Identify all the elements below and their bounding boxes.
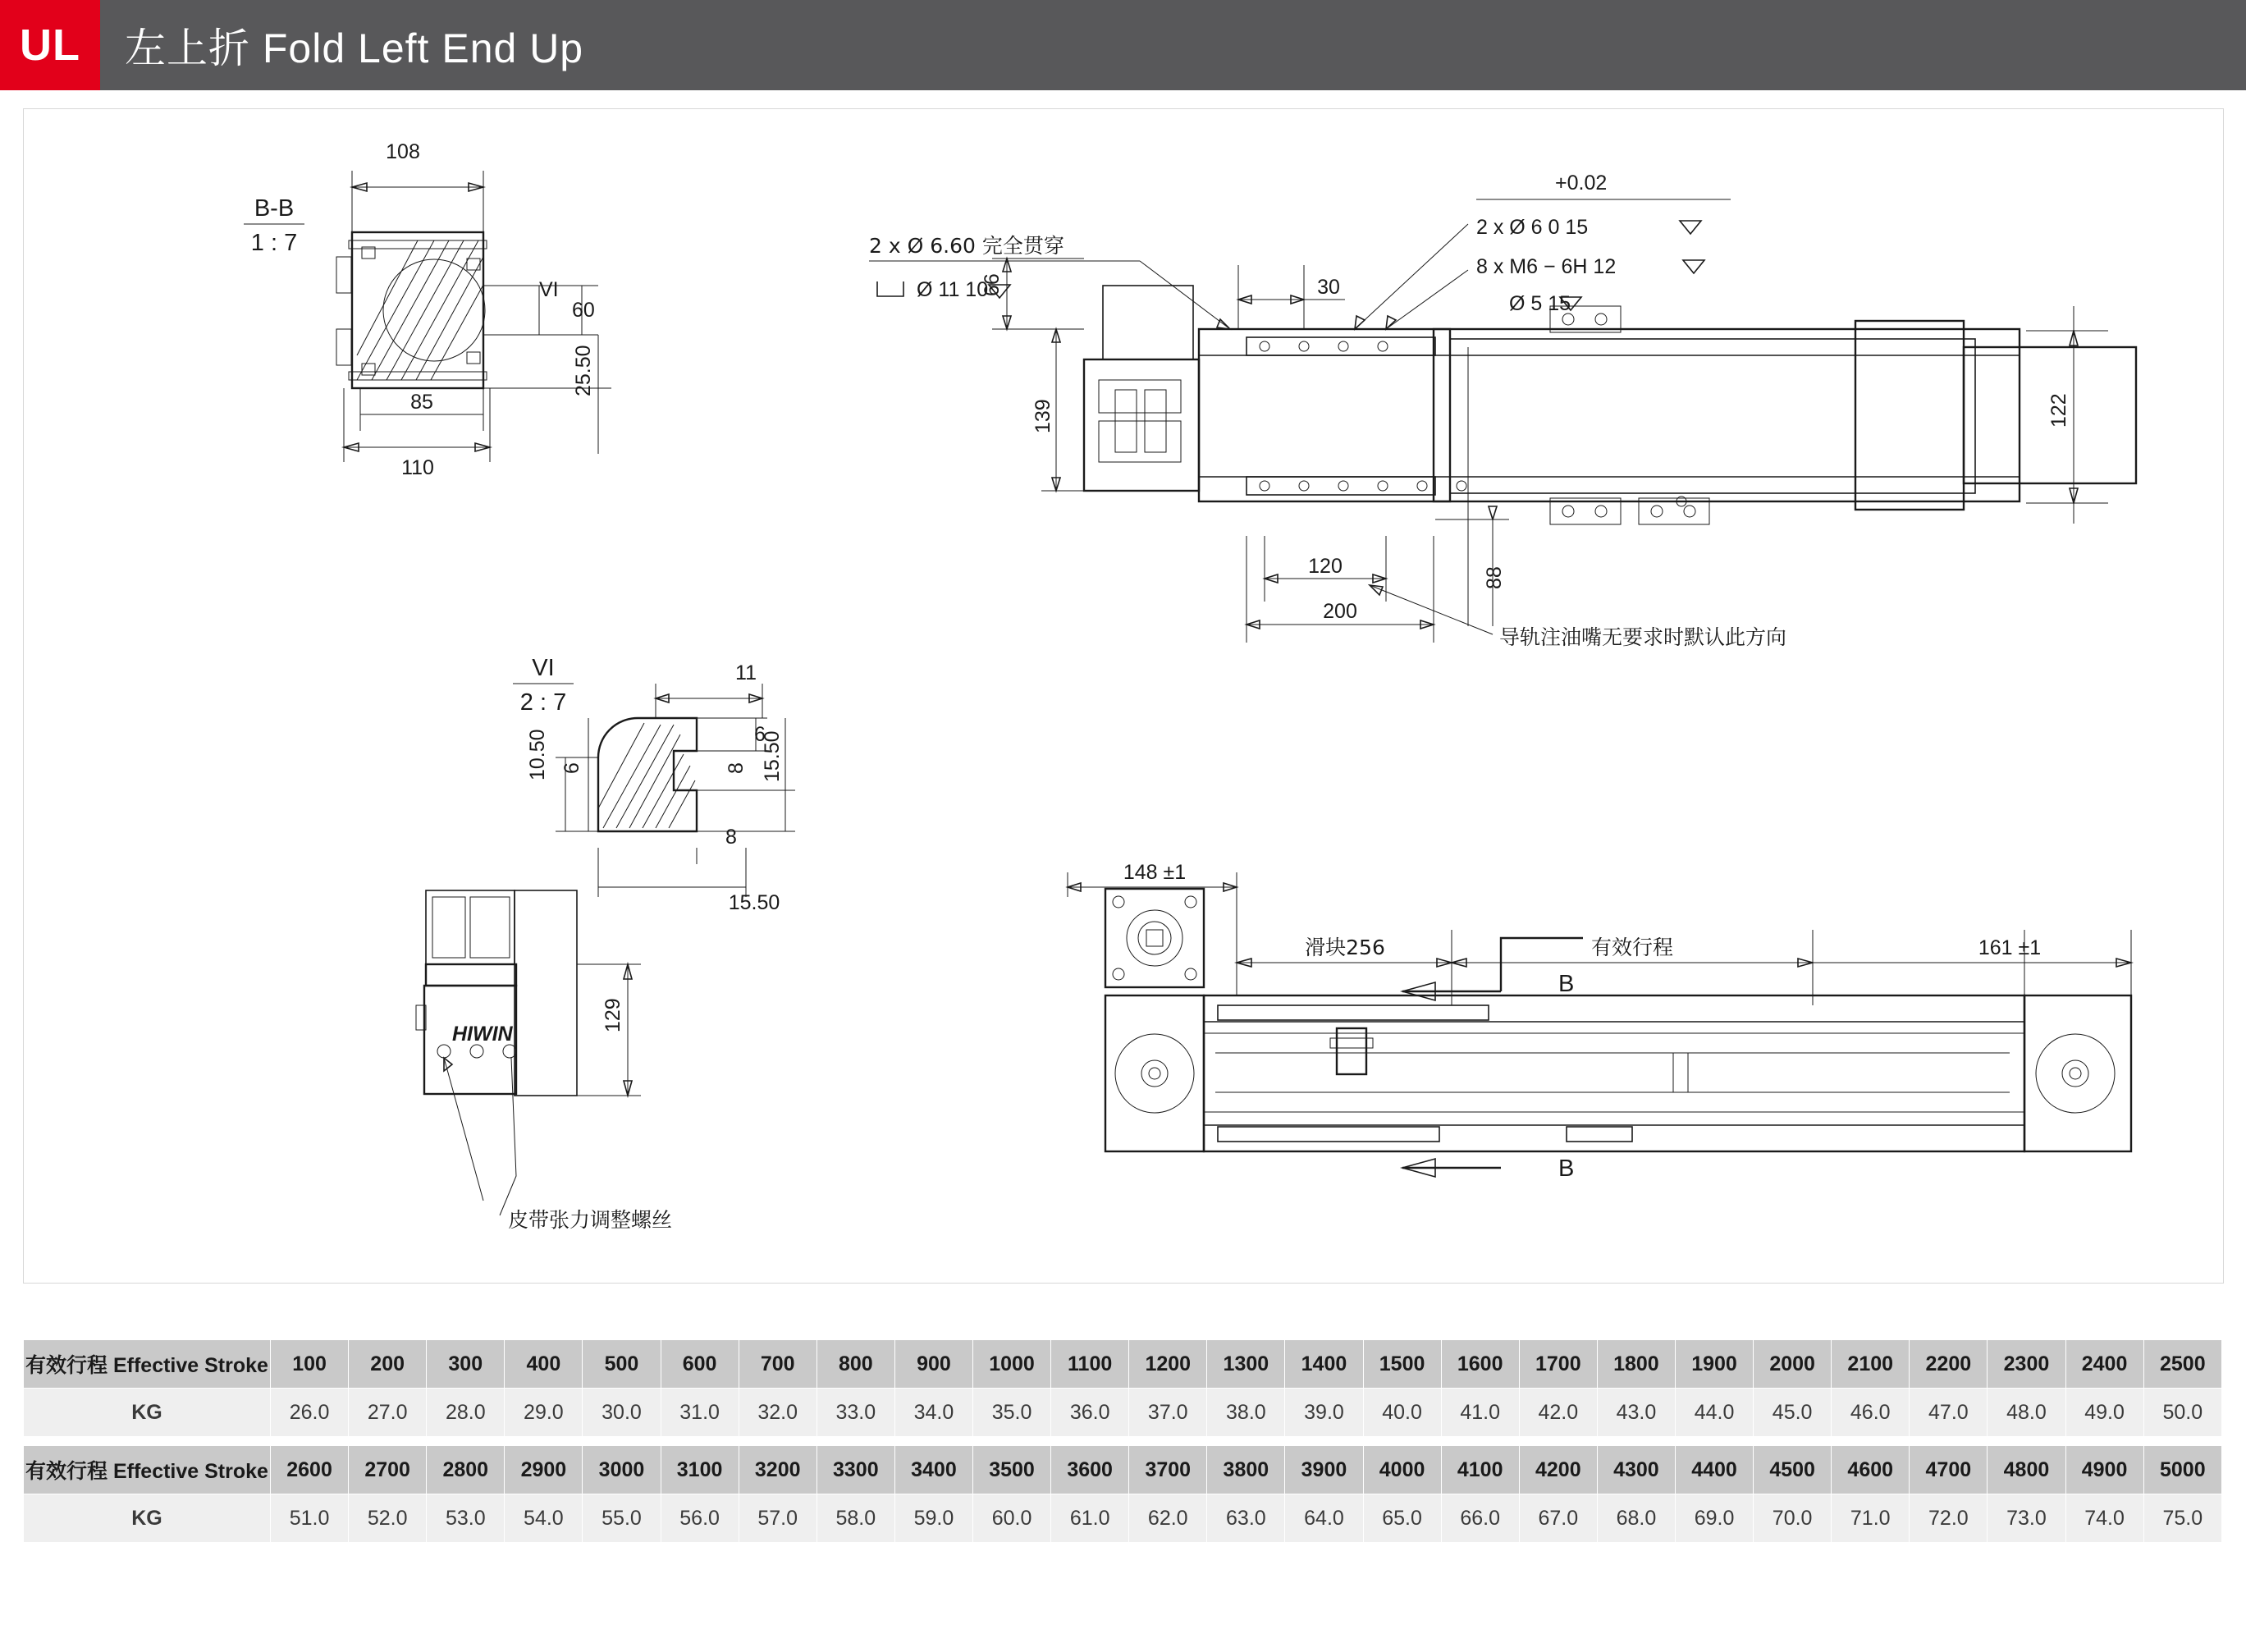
detail-vi-label: VI — [532, 655, 555, 681]
table-gap — [23, 1437, 2222, 1445]
section-mark-top: B — [1558, 971, 1575, 997]
hole-note-2: Ø 11 10 — [917, 278, 989, 301]
table2-stroke-17: 4300 — [1597, 1446, 1675, 1494]
table2-stroke-13: 3900 — [1285, 1446, 1363, 1494]
table1-stroke-7: 800 — [817, 1340, 894, 1389]
stroke-weight-tables — [23, 1339, 2222, 1543]
table2-stroke-15: 4100 — [1441, 1446, 1519, 1494]
table1-stroke-8: 900 — [894, 1340, 972, 1389]
table2-stroke-18: 4400 — [1675, 1446, 1753, 1494]
table2-weight-18: 69.0 — [1675, 1494, 1753, 1543]
table1-stroke-10: 1100 — [1051, 1340, 1129, 1389]
table-row — [24, 1389, 2222, 1437]
table1-weight-8: 34.0 — [894, 1389, 972, 1437]
dim-30: 30 — [1317, 276, 1340, 299]
table2-stroke-12: 3800 — [1207, 1446, 1285, 1494]
table2-stroke-2: 2800 — [427, 1446, 505, 1494]
table2-stroke-23: 4900 — [2065, 1446, 2143, 1494]
table2-stroke-10: 3600 — [1051, 1446, 1129, 1494]
table1-weight-19: 45.0 — [1754, 1389, 1832, 1437]
table2-weight-21: 72.0 — [1910, 1494, 1988, 1543]
table1-stroke-1: 200 — [349, 1340, 427, 1389]
front-view — [869, 172, 2136, 649]
table-row — [24, 1340, 2222, 1389]
table2-stroke-19: 4500 — [1754, 1446, 1832, 1494]
table1-stroke-5: 600 — [661, 1340, 739, 1389]
hole-note-5: Ø 5 15 — [1509, 292, 1571, 315]
hole-note-3: 2 x Ø 6 0 15 — [1476, 216, 1589, 239]
table1-stroke-17: 1800 — [1597, 1340, 1675, 1389]
dim-200: 200 — [1323, 600, 1357, 623]
page-title: 左上折 Fold Left End Up — [125, 25, 584, 71]
table1-stroke-4: 500 — [583, 1340, 661, 1389]
table1-weight-6: 32.0 — [739, 1389, 817, 1437]
table2-stroke-0: 2600 — [271, 1446, 349, 1494]
table2-weight-19: 70.0 — [1754, 1494, 1832, 1543]
table-row — [24, 1494, 2222, 1543]
table1-weight-13: 39.0 — [1285, 1389, 1363, 1437]
table2-unit-label: KG — [24, 1494, 271, 1543]
oil-nozzle-note: 导轨注油嘴无要求时默认此方向 — [1499, 625, 1787, 649]
dim-66: 66 — [981, 273, 1004, 296]
table-row — [24, 1446, 2222, 1494]
table2-weight-4: 55.0 — [583, 1494, 661, 1543]
dim-8b: 8 — [725, 826, 737, 849]
table1-weight-18: 44.0 — [1675, 1389, 1753, 1437]
dim-85: 85 — [410, 391, 433, 414]
table2-weight-6: 57.0 — [739, 1494, 817, 1543]
table1-weight-0: 26.0 — [271, 1389, 349, 1437]
table2-weight-22: 73.0 — [1988, 1494, 2065, 1543]
side-view-motor — [416, 890, 672, 1232]
tol-top: +0.02 — [1555, 172, 1608, 194]
table2-stroke-21: 4700 — [1910, 1446, 1988, 1494]
table1-stroke-2: 300 — [427, 1340, 505, 1389]
table2-stroke-3: 2900 — [505, 1446, 583, 1494]
table1-weight-15: 41.0 — [1441, 1389, 1519, 1437]
section-mark-bottom: B — [1558, 1155, 1575, 1182]
dim-11: 11 — [735, 661, 757, 684]
detail-vi-view — [513, 655, 795, 914]
dim-1050: 10.50 — [526, 729, 549, 780]
dim-148: 148 ±1 — [1123, 861, 1187, 884]
hole-note-4: 8 x M6 − 6H 12 — [1476, 255, 1617, 278]
table2-stroke-22: 4800 — [1988, 1446, 2065, 1494]
table2-weight-11: 62.0 — [1129, 1494, 1207, 1543]
table2-weight-1: 52.0 — [349, 1494, 427, 1543]
table1-stroke-23: 2400 — [2065, 1340, 2143, 1389]
table1-weight-17: 43.0 — [1597, 1389, 1675, 1437]
hole-note-1: 2 x Ø 6.60 完全贯穿 — [869, 234, 1064, 258]
dim-122: 122 — [2047, 393, 2070, 428]
table1-weight-3: 29.0 — [505, 1389, 583, 1437]
section-bb-scale: 1 : 7 — [250, 230, 298, 256]
table2-stroke-16: 4200 — [1519, 1446, 1597, 1494]
dim-slider: 滑块256 — [1305, 936, 1385, 959]
dim-129: 129 — [602, 998, 624, 1032]
dim-6b: 6 — [560, 762, 583, 774]
table2-weight-2: 53.0 — [427, 1494, 505, 1543]
table1-unit-label: KG — [24, 1389, 271, 1437]
dim-1550b: 15.50 — [728, 891, 780, 914]
table1-stroke-18: 1900 — [1675, 1340, 1753, 1389]
dim-108: 108 — [386, 140, 420, 163]
belt-tension-note: 皮带张力调整螺丝 — [508, 1208, 673, 1232]
table1-weight-12: 38.0 — [1207, 1389, 1285, 1437]
table2-weight-9: 60.0 — [972, 1494, 1050, 1543]
table2-stroke-4: 3000 — [583, 1446, 661, 1494]
table2-weight-7: 58.0 — [817, 1494, 894, 1543]
detail-vi-scale: 2 : 7 — [519, 689, 567, 716]
table2-stroke-7: 3300 — [817, 1446, 894, 1494]
table2-weight-23: 74.0 — [2065, 1494, 2143, 1543]
table1-weight-5: 31.0 — [661, 1389, 739, 1437]
table1-stroke-3: 400 — [505, 1340, 583, 1389]
section-bb-view — [244, 140, 611, 479]
table2-header-label: 有效行程 Effective Stroke — [24, 1446, 271, 1494]
dim-88: 88 — [1483, 566, 1506, 589]
detail-vi-callout: VI — [539, 278, 559, 301]
table1-stroke-20: 2100 — [1832, 1340, 1910, 1389]
model-code-badge: UL — [0, 0, 100, 90]
dim-161: 161 ±1 — [1978, 936, 2042, 959]
stroke-table-2 — [23, 1445, 2222, 1543]
table1-weight-23: 49.0 — [2065, 1389, 2143, 1437]
table2-stroke-20: 4600 — [1832, 1446, 1910, 1494]
table2-weight-5: 56.0 — [661, 1494, 739, 1543]
table1-stroke-19: 2000 — [1754, 1340, 1832, 1389]
table2-weight-10: 61.0 — [1051, 1494, 1129, 1543]
table1-header-label: 有效行程 Effective Stroke — [24, 1340, 271, 1389]
table1-stroke-14: 1500 — [1363, 1340, 1441, 1389]
table2-weight-12: 63.0 — [1207, 1494, 1285, 1543]
table1-stroke-13: 1400 — [1285, 1340, 1363, 1389]
technical-drawing-sheet — [23, 108, 2224, 1284]
table1-weight-22: 48.0 — [1988, 1389, 2065, 1437]
table1-weight-7: 33.0 — [817, 1389, 894, 1437]
table1-stroke-21: 2200 — [1910, 1340, 1988, 1389]
table2-stroke-14: 4000 — [1363, 1446, 1441, 1494]
table1-weight-2: 28.0 — [427, 1389, 505, 1437]
dim-8a: 8 — [725, 762, 748, 774]
dim-110: 110 — [401, 456, 434, 479]
page-header — [0, 0, 2246, 90]
section-bb-label: B-B — [254, 195, 295, 222]
table2-stroke-5: 3100 — [661, 1446, 739, 1494]
table1-stroke-22: 2300 — [1988, 1340, 2065, 1389]
table2-stroke-24: 5000 — [2143, 1446, 2221, 1494]
table2-stroke-9: 3500 — [972, 1446, 1050, 1494]
table2-weight-17: 68.0 — [1597, 1494, 1675, 1543]
table1-stroke-9: 1000 — [972, 1340, 1050, 1389]
dim-60: 60 — [572, 299, 595, 322]
table1-weight-24: 50.0 — [2143, 1389, 2221, 1437]
table1-weight-1: 27.0 — [349, 1389, 427, 1437]
table1-stroke-24: 2500 — [2143, 1340, 2221, 1389]
table1-weight-16: 42.0 — [1519, 1389, 1597, 1437]
table2-stroke-1: 2700 — [349, 1446, 427, 1494]
table1-weight-9: 35.0 — [972, 1389, 1050, 1437]
top-view — [1068, 861, 2131, 1182]
dim-120: 120 — [1308, 555, 1343, 578]
dim-effective-stroke: 有效行程 — [1590, 936, 1674, 959]
brand-logo: HIWIN — [452, 1023, 513, 1046]
stroke-table-1 — [23, 1339, 2222, 1437]
table2-stroke-8: 3400 — [894, 1446, 972, 1494]
table2-weight-24: 75.0 — [2143, 1494, 2221, 1543]
table2-weight-20: 71.0 — [1832, 1494, 1910, 1543]
dim-1550a: 15.50 — [761, 730, 784, 782]
table2-weight-8: 59.0 — [894, 1494, 972, 1543]
table1-weight-4: 30.0 — [583, 1389, 661, 1437]
table1-weight-20: 46.0 — [1832, 1389, 1910, 1437]
table2-weight-15: 66.0 — [1441, 1494, 1519, 1543]
dim-139: 139 — [1032, 399, 1054, 433]
table1-weight-10: 36.0 — [1051, 1389, 1129, 1437]
table2-stroke-11: 3700 — [1129, 1446, 1207, 1494]
table2-weight-0: 51.0 — [271, 1494, 349, 1543]
table2-weight-13: 64.0 — [1285, 1494, 1363, 1543]
table1-weight-14: 40.0 — [1363, 1389, 1441, 1437]
table1-weight-11: 37.0 — [1129, 1389, 1207, 1437]
table1-stroke-11: 1200 — [1129, 1340, 1207, 1389]
drawing-canvas — [24, 109, 2223, 1283]
table2-weight-3: 54.0 — [505, 1494, 583, 1543]
dim-2550: 25.50 — [572, 345, 595, 396]
table2-weight-16: 67.0 — [1519, 1494, 1597, 1543]
table1-stroke-0: 100 — [271, 1340, 349, 1389]
dim-6a: 6 — [754, 723, 766, 746]
table1-weight-21: 47.0 — [1910, 1389, 1988, 1437]
table1-stroke-6: 700 — [739, 1340, 817, 1389]
table2-stroke-6: 3200 — [739, 1446, 817, 1494]
table1-stroke-15: 1600 — [1441, 1340, 1519, 1389]
table1-stroke-16: 1700 — [1519, 1340, 1597, 1389]
table2-weight-14: 65.0 — [1363, 1494, 1441, 1543]
table1-stroke-12: 1300 — [1207, 1340, 1285, 1389]
